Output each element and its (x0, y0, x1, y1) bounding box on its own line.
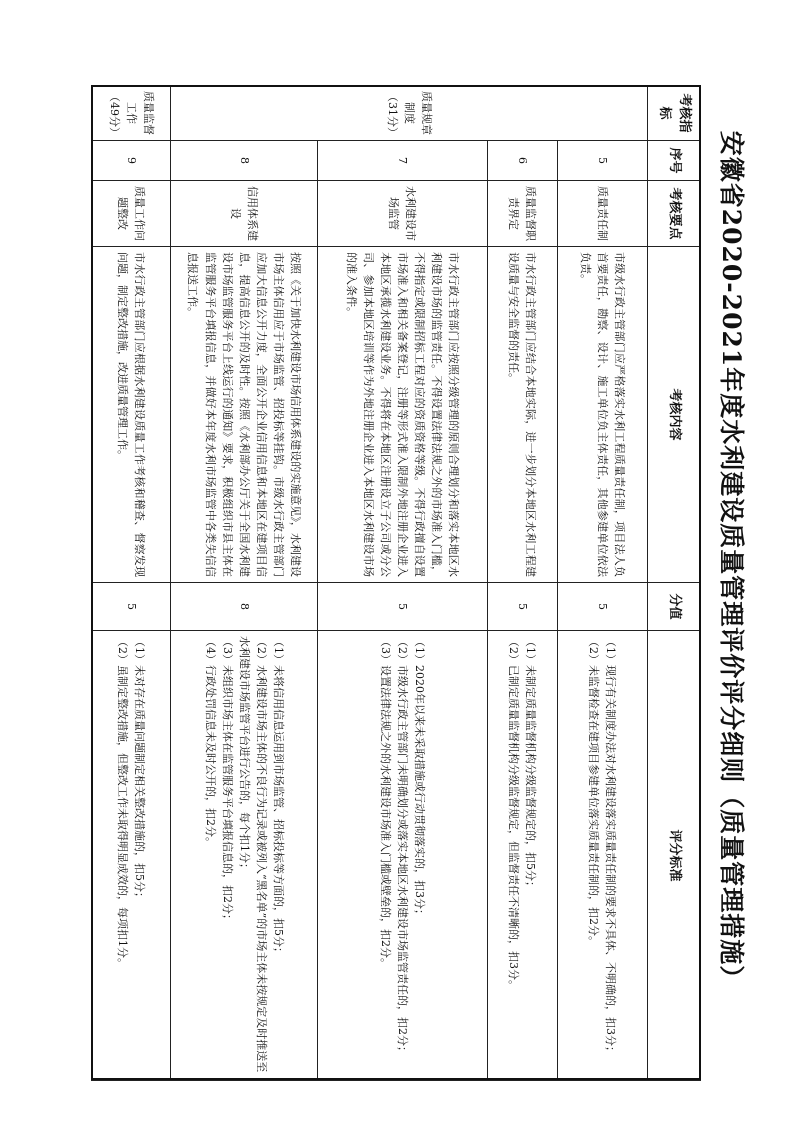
criteria-item: （4）行政处罚信息未及时公开的，扣2分。 (203, 636, 217, 848)
table-row (318, 86, 488, 1081)
table-row (92, 86, 171, 1081)
group-regulations: 质量规章制度（31分） (171, 86, 648, 141)
criteria-item: （3）设置法律法规之外的水利建设市场准入门槛或壁垒的，扣2分。 (378, 636, 392, 969)
table-header-row (648, 86, 701, 1081)
header-score: 分值 (648, 583, 701, 631)
criteria-item: （1）未将信用信息运用到市场监管、招标投标等方面的，扣5分； (271, 636, 285, 958)
row-content: 市水行政主管部门应结合本地实际，进一步划分本地区水利工程建设质量与安全监督的责任。 (487, 247, 557, 583)
row-point: 信用体系建设 (171, 181, 318, 247)
row-no: 5 (557, 141, 647, 181)
criteria-item: （1）现行有关制度办法对水利建设落实质量责任制的要求不具体、不明确的，扣3分； (604, 636, 618, 1057)
row-point: 质量监督职责界定 (487, 181, 557, 247)
criteria-item: （2）市级水行政主管部门未明确划分或落实本地区水利建设市场监管责任的，扣2分； (395, 636, 409, 1057)
criteria-item: （2）未监督检查在建项目参建单位落实质量责任制的，扣2分。 (587, 636, 601, 947)
table-row (171, 86, 318, 1081)
header-no: 序号 (648, 141, 701, 181)
row-content: 市级水行政主管部门应严格落实水利工程质量责任制，项目法人负首要责任，勘察、设计、施工单位负主体责任，其他参建单位依法负责。 (557, 247, 647, 583)
row-content: 按照《关于加快水利建设市场信用体系建设的实施意见》，水利建设市场主体信用应于市场监管、招投标等挂钩。市级水行政主管部门应加大信息公开力度，全面公开企业信用信息和本地区在建项目信息，提高信息公开的及时性。按照《水利部办公厅关于全国水利建设市场监管服务平台上线运行的通知》要求，积极组织市县主体在监管服务平台填报信息，并做好本年度水利市场监管中各类失信信息报送工作。 (171, 247, 318, 583)
criteria-item: （2）虽制定整改措施，但整改工作未取得明显成效的，每项扣1分。 (116, 636, 130, 969)
row-score: 5 (92, 583, 171, 631)
row-no: 8 (171, 141, 318, 181)
row-no: 6 (487, 141, 557, 181)
criteria-item: （1）2020年以来未采取措施或行动贯彻落实的，扣3分； (412, 636, 426, 920)
header-indicator: 考核指标 (648, 86, 701, 141)
scoring-table (91, 85, 701, 1081)
criteria-item: （2）已制定质量监督机构分级监督规定，但监督责任不清晰的，扣3分。 (507, 636, 521, 991)
header-content: 考核内容 (648, 247, 701, 583)
row-criteria (92, 631, 171, 1081)
row-criteria (557, 631, 647, 1081)
row-content: 市水行政主管部门应根据水利建设质量工作考核和稽查、督察发现问题，制定整改措施，改进质量管理工作。 (92, 247, 171, 583)
row-criteria (487, 631, 557, 1081)
criteria-item: （1）未制定质量监督机构分级监督规定的，扣5分； (524, 636, 538, 892)
row-no: 7 (318, 141, 488, 181)
row-content: 市水行政主管部门应按照分级管理的原则合理划分和落实本地区水利建设市场的监管责任。不得设置法律法规之外的市场准入门槛，不得指定或限制招标工程对应的资质资格等级。不得行政擅自设置市场准入和相关备案登记，注册等形式准入限制外地注册企业进入本地区承揽水利建设业务。不得将在本地区注册设立子公司或分公司、参加本地区培训等作为外地注册企业进入本地区水利建设市场的准入条件。 (318, 247, 488, 583)
criteria-item: （3）未组织市场主体在监管服务平台填报信息的，扣2分； (220, 636, 234, 925)
header-criteria: 评分标准 (648, 631, 701, 1081)
row-criteria (318, 631, 488, 1081)
table-row (487, 86, 557, 1081)
row-point: 质量工作问题整改 (92, 181, 171, 247)
criteria-item: （2）水利建设市场主体的不良行为记录或被列入“黑名单”的市场主体未按规定及时推送至水利建设市场监管平台进行公告的，每个扣1分； (237, 636, 268, 1073)
table-row (557, 86, 647, 1081)
row-point: 质量责任制 (557, 181, 647, 247)
row-score: 5 (557, 583, 647, 631)
row-score: 8 (171, 583, 318, 631)
page-title: 安徽省2020-2021年度水利建设质量管理评价评分细则（质量管理措施） (717, 130, 746, 992)
row-score: 5 (318, 583, 488, 631)
criteria-item: （1）未对存在质量问题制定相关整改措施的，扣5分； (133, 636, 147, 903)
row-score: 5 (487, 583, 557, 631)
row-point: 水利建设市场监管 (318, 181, 488, 247)
header-point: 考核要点 (648, 181, 701, 247)
row-no: 9 (92, 141, 171, 181)
group-supervision: 质量监督工作（49分） (92, 86, 171, 141)
row-criteria (171, 631, 318, 1081)
